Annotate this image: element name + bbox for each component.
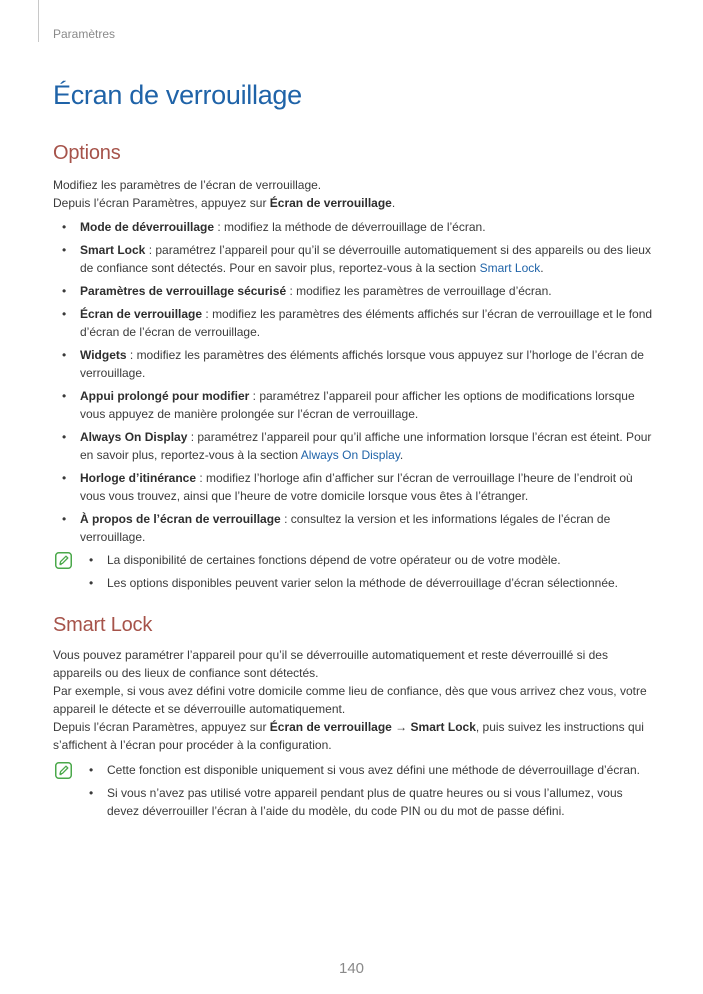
list-item [53, 469, 653, 505]
smartlock-section-title: Smart Lock [53, 614, 153, 636]
note-item: • Cette fonction est disponible uniquement si vous avez défini une méthode de déverrouillage d’écran. [53, 761, 653, 779]
list-item [53, 510, 653, 546]
list-item [53, 218, 653, 236]
list-item-label: Horloge d’itinérance [80, 471, 197, 485]
smart-lock-link[interactable]: Smart Lock [479, 261, 541, 275]
list-item-text: : modifiez l’horloge afin d’afficher sur l’écran de verrouillage l’heure de l’endroit où vous vous trouvez, ainsi que l’heure de votre domicile lorsque vous êtes à l’étranger. [80, 471, 633, 503]
list-item-label: Appui prolongé pour modifier [80, 389, 250, 403]
list-item-label: Always On Display [80, 430, 188, 444]
list-item-end: . [399, 448, 404, 462]
always-on-display-link[interactable]: Always On Display [300, 448, 400, 462]
list-item-label: Smart Lock [80, 243, 146, 257]
list-item-text: : modifiez la méthode de déverrouillage de l’écran. [214, 220, 486, 234]
list-item-text: : paramétrez l’appareil pour afficher les options de modifications lorsque vous appuyez de manière prolongée sur l’écran de verrouillage. [80, 389, 635, 421]
list-item-text: : paramétrez l’appareil pour qu’il affiche une information lorsque l’écran est éteint. Pour en savoir plus, reportez-vous à la section [80, 430, 652, 462]
list-item-text: : paramétrez l’appareil pour qu’il se déverrouille automatiquement si des appareils ou des lieux de confiance sont détectés. Pour en savoir plus, reportez-vous à la section [80, 243, 651, 275]
options-section-title: Options [53, 142, 121, 164]
options-path-suffix: . [391, 196, 396, 210]
list-item-text: : modifiez les paramètres de verrouillage d’écran. [286, 284, 552, 298]
list-item-text: : modifiez les paramètres des éléments affichés sur l’écran de verrouillage et le fond d’écran de l’écran de verrouillage. [80, 307, 653, 339]
list-item-label: Paramètres de verrouillage sécurisé [80, 284, 287, 298]
options-path-prefix: Depuis l’écran Paramètres, appuyez sur [53, 196, 270, 210]
list-item [53, 428, 653, 464]
note-item: • La disponibilité de certaines fonctions dépend de votre opérateur ou de votre modèle. [53, 551, 653, 569]
arrow-icon: → [391, 720, 411, 734]
page-content [53, 142, 653, 825]
smartlock-note [53, 761, 653, 820]
list-item [53, 282, 653, 300]
smartlock-para-1: Vous pouvez paramétrer l’appareil pour qu’il se déverrouille automatiquement et reste déverrouillé si des appareils ou des lieux de confiance sont détectés. [53, 648, 608, 680]
list-item [53, 305, 653, 341]
options-list [53, 218, 653, 546]
list-item-label: Mode de déverrouillage [80, 220, 215, 234]
breadcrumb: Paramètres [53, 27, 116, 41]
smartlock-para-2: Par exemple, si vous avez défini votre domicile comme lieu de confiance, dès que vous arrivez chez vous, votre appareil le détecte et se déverrouille automatiquement. [53, 684, 647, 716]
list-item-label: Écran de verrouillage [80, 307, 203, 321]
options-note [53, 551, 653, 592]
list-item [53, 241, 653, 277]
list-item-label: À propos de l’écran de verrouillage [80, 512, 281, 526]
note-item: • Les options disponibles peuvent varier selon la méthode de déverrouillage d’écran sélectionnée. [53, 574, 653, 592]
smartlock-section [53, 614, 653, 820]
page-title: Écran de verrouillage [53, 80, 302, 110]
smartlock-path-prefix: Depuis l’écran Paramètres, appuyez sur [53, 720, 270, 734]
list-item-end: . [540, 261, 544, 275]
options-path [53, 194, 653, 212]
note-item: • Si vous n’avez pas utilisé votre appareil pendant plus de quatre heures ou si vous l’allumez, vous devez déverrouiller l’écran à l’aide du modèle, du code PIN ou du mot de passe défini. [53, 784, 653, 820]
list-item-text: : modifiez les paramètres des éléments affichés lorsque vous appuyez sur l’horloge de l’écran de verrouillage. [80, 348, 644, 380]
smartlock-note-list [53, 761, 653, 820]
smartlock-path-suffix: , puis suivez les instructions qui s’affichent à l’écran pour procéder à la configuration. [53, 720, 644, 752]
page-number: 140 [338, 960, 365, 977]
list-item [53, 346, 653, 382]
options-path-bold: Écran de verrouillage [269, 196, 392, 210]
list-item-text: : consultez la version et les informations légales de l’écran de verrouillage. [80, 512, 611, 544]
options-section [53, 142, 653, 592]
smartlock-path [53, 718, 653, 754]
smartlock-path-bold-2: Smart Lock [410, 720, 476, 734]
list-item [53, 387, 653, 423]
margin-rule [38, 0, 39, 42]
list-item-label: Widgets [80, 348, 127, 362]
options-intro: Modifiez les paramètres de l’écran de verrouillage. [53, 178, 322, 192]
smartlock-path-bold-1: Écran de verrouillage [269, 720, 392, 734]
options-note-list [53, 551, 653, 592]
